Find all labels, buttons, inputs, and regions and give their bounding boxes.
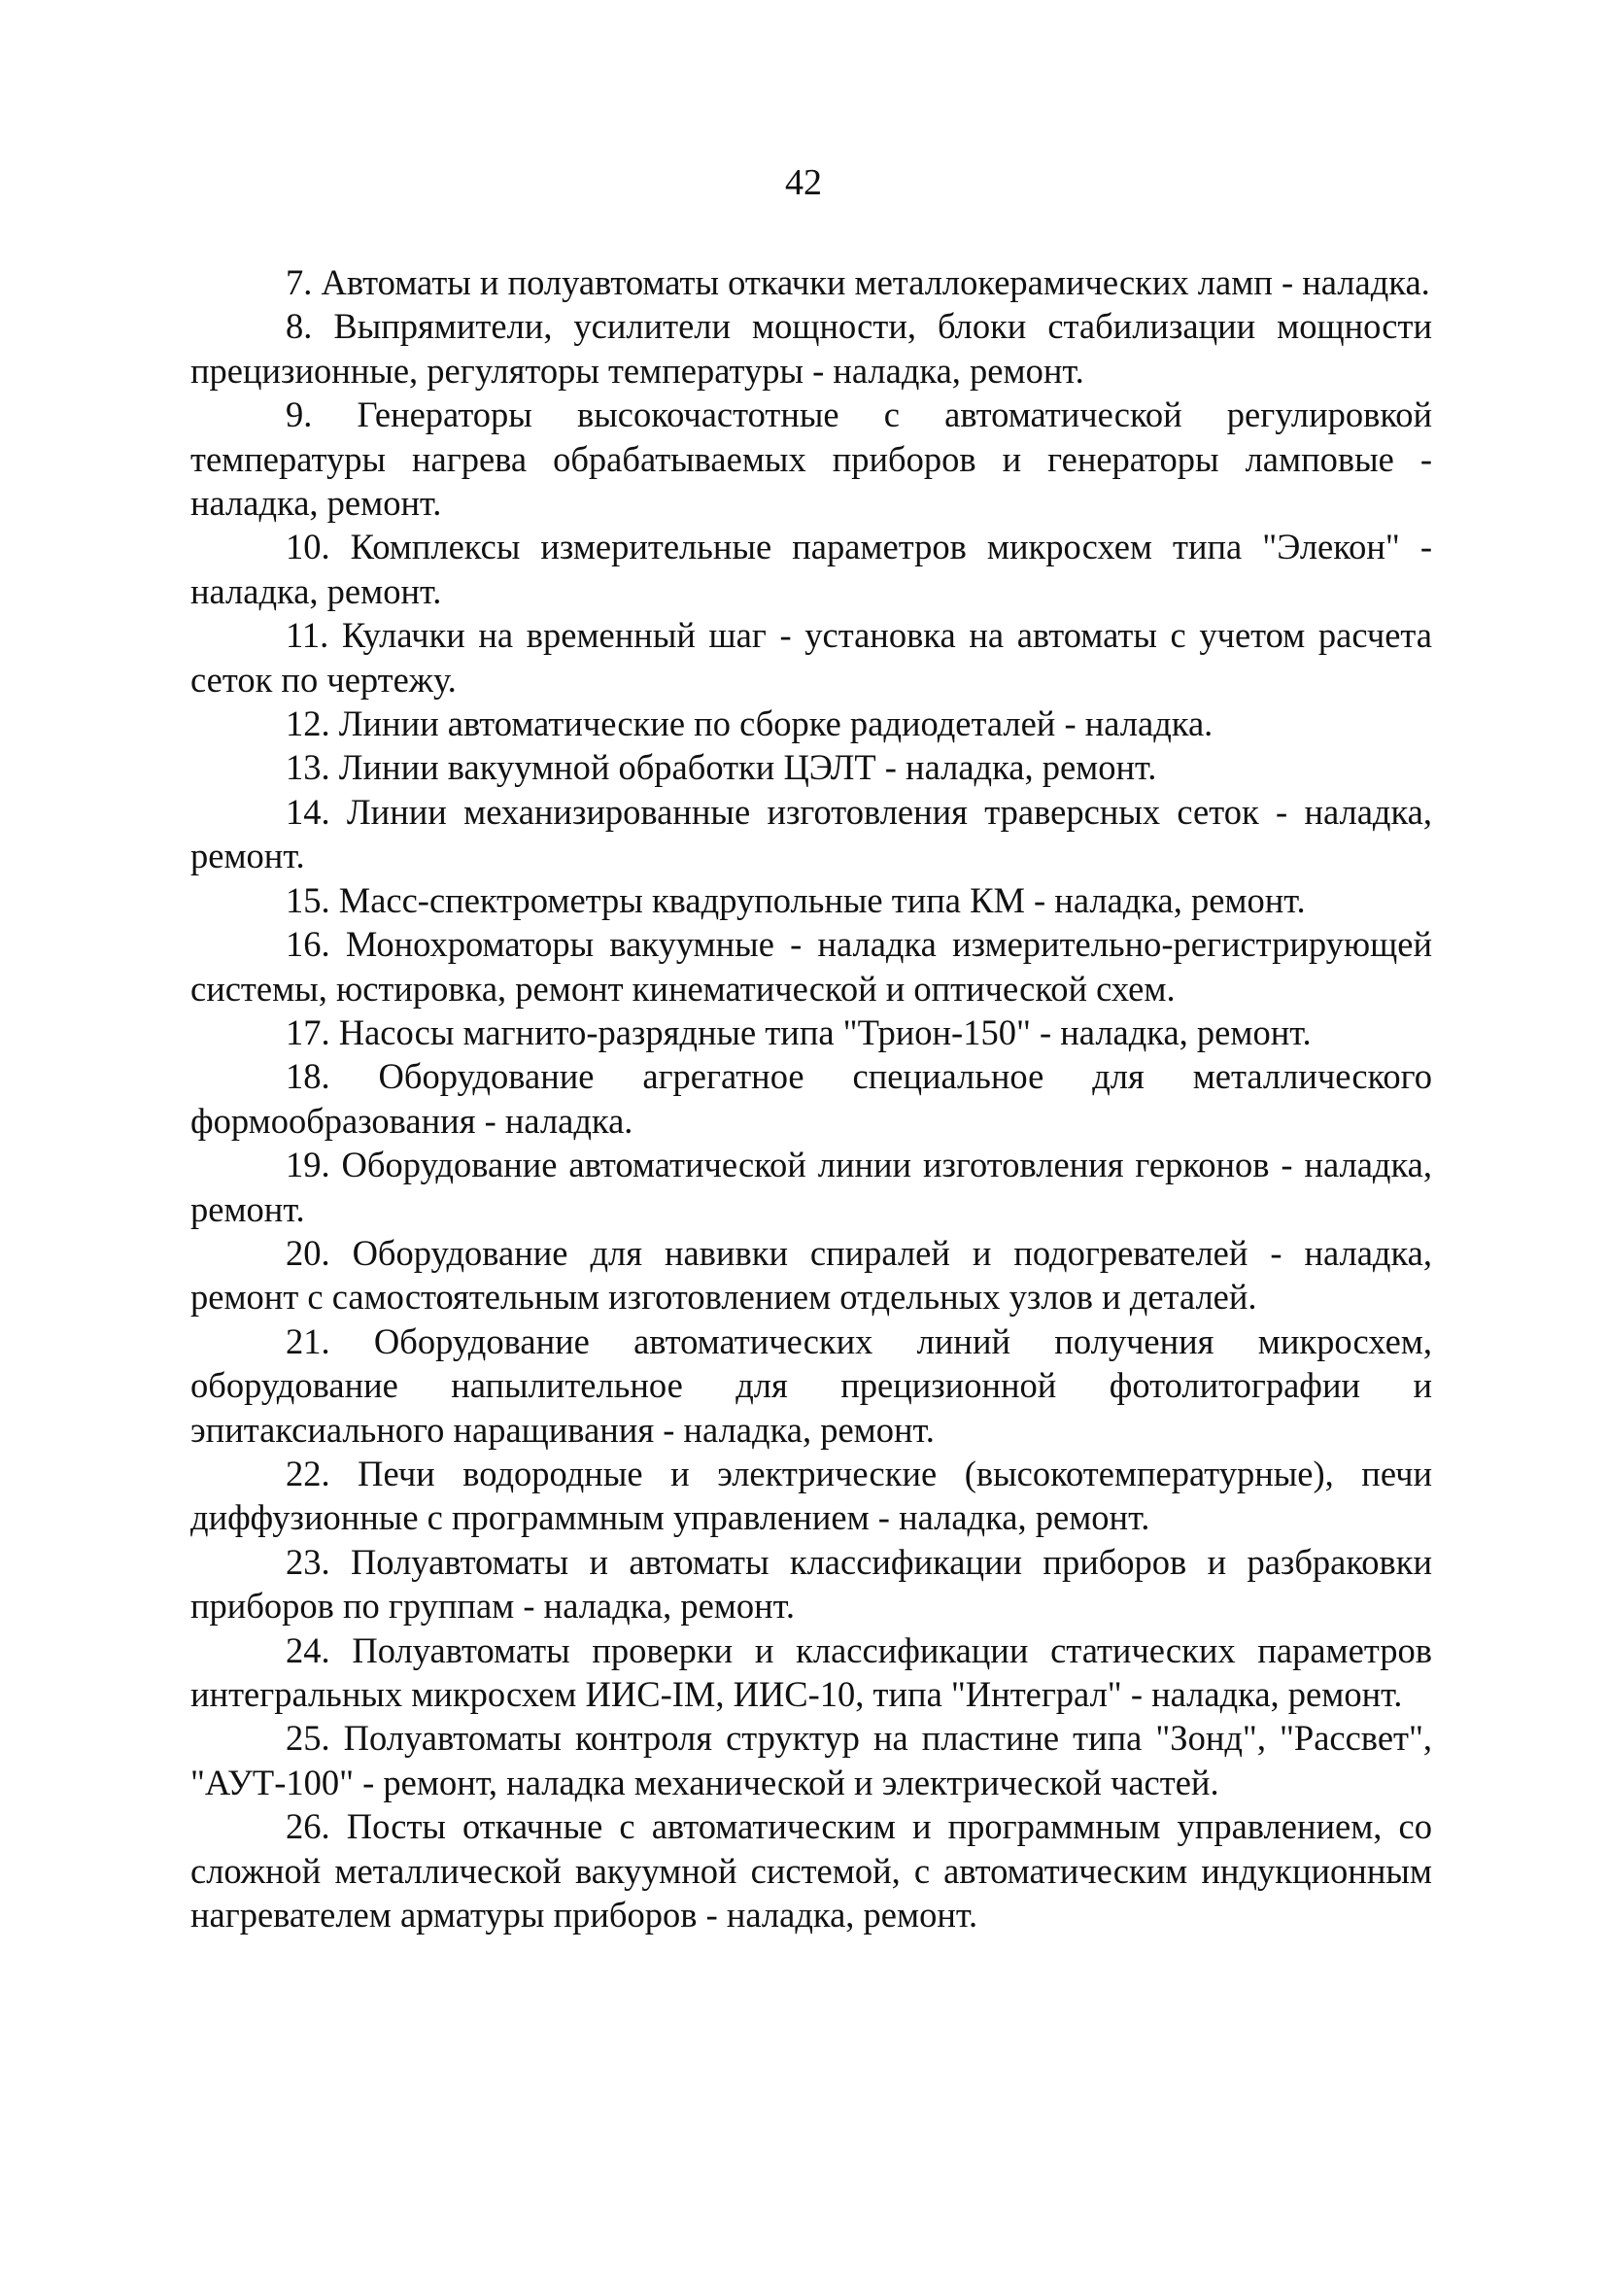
list-item-7: 7. Автоматы и полуавтоматы откачки металлокерамических ламп - наладка.	[286, 262, 1430, 302]
list-item-24: 24. Полуавтоматы проверки и классификации статических параметров интегральных микросхем ИИС-IМ, ИИС-10, типа "Интеграл" - наладка, ремонт.	[190, 1629, 1432, 1714]
list-item-10: 10. Комплексы измерительные параметров микросхем типа "Элекон" - наладка, ремонт.	[190, 527, 1432, 611]
list-item-12: 12. Линии автоматические по сборке радиодеталей - наладка.	[286, 703, 1214, 744]
list-item-9: 9. Генераторы высокочастотные с автоматической регулировкой температуры нагрева обрабатываемых приборов и генераторы ламповые - наладка, ремонт.	[190, 394, 1432, 524]
list-item-16: 16. Монохроматоры вакуумные - наладка измерительно-регистрирующей системы, юстировка, ремонт кинематической и оптической схем.	[190, 924, 1432, 1009]
list-item-18: 18. Оборудование агрегатное специальное для металлического формообразования - наладка.	[190, 1056, 1432, 1141]
list-item-21: 21. Оборудование автоматических линий получения микросхем, оборудование напылительное для прецизионной фотолитографии и эпитаксиального наращивания - наладка, ремонт.	[190, 1320, 1432, 1450]
list-item-14: 14. Линии механизированные изготовления траверсных сеток - наладка, ремонт.	[190, 791, 1432, 876]
list-item-22: 22. Печи водородные и электрические (высокотемпературные), печи диффузионные с программным управлением - наладка, ремонт.	[190, 1453, 1432, 1538]
list-item-25: 25. Полуавтоматы контроля структур на пластине типа "Зонд", "Рассвет", "АУТ-100" - ремонт, наладка механической и электрической частей.	[190, 1718, 1432, 1802]
list-item-23: 23. Полуавтоматы и автоматы классификации приборов и разбраковки приборов по группам - наладка, ремонт.	[190, 1541, 1432, 1627]
list-item-8: 8. Выпрямители, усилители мощности, блоки стабилизации мощности прецизионные, регуляторы температуры - наладка, ремонт.	[190, 306, 1432, 391]
list-item-17: 17. Насосы магнито-разрядные типа "Трион-150" - наладка, ремонт.	[286, 1011, 1312, 1052]
list-item-19: 19. Оборудование автоматической линии изготовления герконов - наладка, ремонт.	[190, 1145, 1432, 1229]
list-item-15: 15. Масс-спектрометры квадрупольные типа КМ - наладка, ремонт.	[286, 879, 1306, 920]
list-item-11: 11. Кулачки на временный шаг - установка на автоматы с учетом расчета сеток по чертежу.	[190, 615, 1432, 700]
page-number: 42	[785, 162, 822, 203]
equipment-list	[190, 260, 1432, 1936]
list-item-13: 13. Линии вакуумной обработки ЦЭЛТ - наладка, ремонт.	[286, 747, 1157, 788]
list-item-26: 26. Посты откачные с автоматическим и программным управлением, со сложной металлической вакуумной системой, с автоматическим индукционным нагревателем арматуры приборов - наладка, ремонт.	[190, 1806, 1432, 1936]
list-item-20: 20. Оборудование для навивки спиралей и подогревателей - наладка, ремонт с самостоятельным изготовлением отдельных узлов и деталей.	[190, 1232, 1432, 1318]
